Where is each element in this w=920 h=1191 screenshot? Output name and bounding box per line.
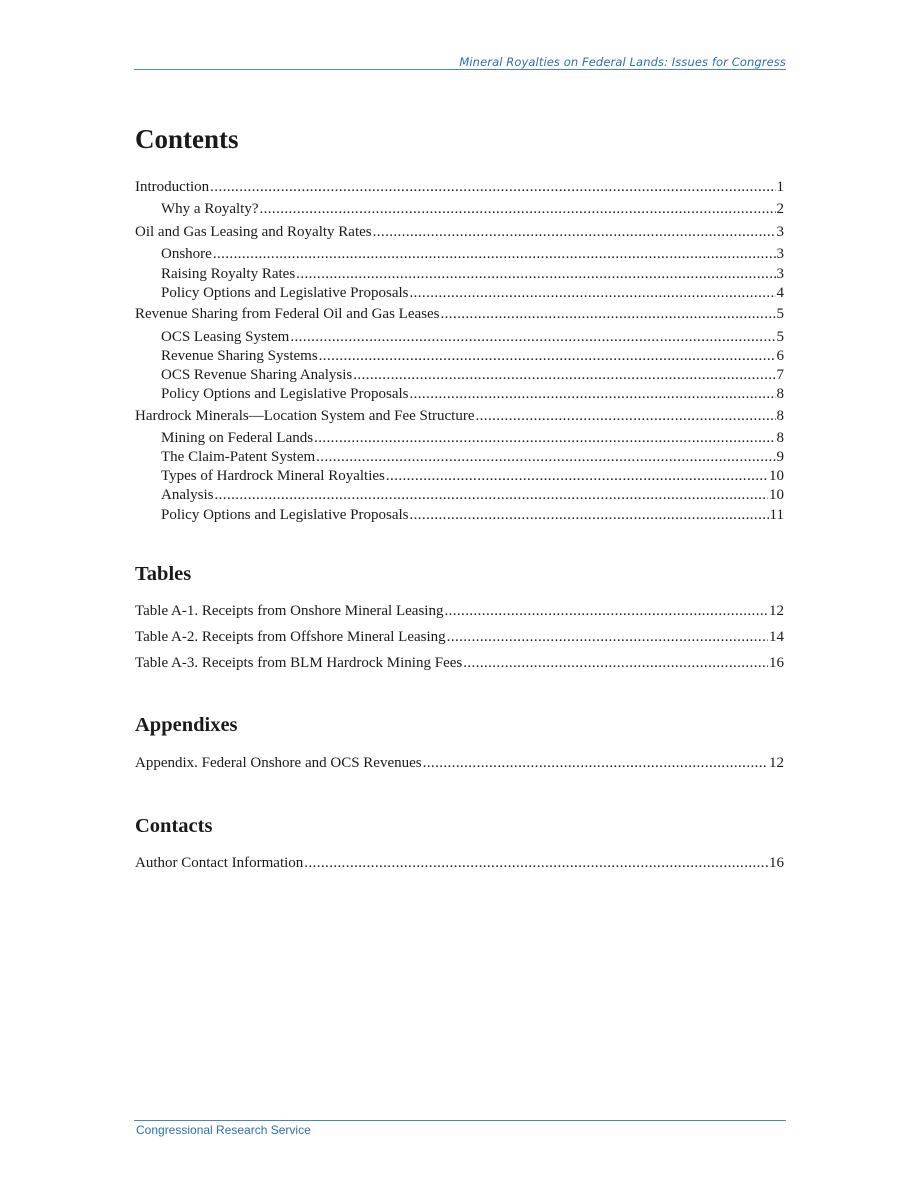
table-entry-page: 12 xyxy=(769,603,784,619)
leader-dots xyxy=(210,178,775,196)
toc-entry[interactable] xyxy=(161,506,784,524)
table-entry-page: 16 xyxy=(769,655,784,671)
leader-dots xyxy=(319,347,776,365)
toc-entry-page: 1 xyxy=(776,179,784,195)
leader-dots xyxy=(259,200,775,218)
toc-entry-page: 10 xyxy=(769,468,784,484)
leader-dots xyxy=(290,328,775,346)
toc-entry[interactable] xyxy=(161,245,784,263)
toc-entry-label: Raising Royalty Rates xyxy=(161,266,296,282)
toc-entry-page: 6 xyxy=(776,348,784,364)
table-entry-label: Table A-3. Receipts from BLM Hardrock Mining Fees xyxy=(135,655,463,671)
leader-dots xyxy=(423,754,768,772)
leader-dots xyxy=(463,654,768,672)
leader-dots xyxy=(409,506,768,524)
toc-entry-page: 8 xyxy=(776,408,784,424)
toc-entry[interactable] xyxy=(161,429,784,447)
toc-entry-label: Policy Options and Legislative Proposals xyxy=(161,386,409,402)
toc-entry-page: 3 xyxy=(776,246,784,262)
toc-entry-page: 5 xyxy=(776,306,784,322)
toc-entry[interactable] xyxy=(161,448,784,466)
contacts-heading: Contacts xyxy=(135,815,213,837)
toc-entry[interactable] xyxy=(161,366,784,384)
running-header-title: Mineral Royalties on Federal Lands: Issues for Congress xyxy=(459,55,786,69)
toc-entry[interactable] xyxy=(135,407,784,425)
footer-divider xyxy=(134,1120,786,1121)
leader-dots xyxy=(373,223,776,241)
toc-entry-page: 7 xyxy=(776,367,784,383)
toc-entry-label: Onshore xyxy=(161,246,212,262)
toc-entry-page: 8 xyxy=(776,386,784,402)
toc-entry-label: Analysis xyxy=(161,487,214,503)
table-entry-page: 14 xyxy=(769,629,784,645)
toc-entry[interactable] xyxy=(161,347,784,365)
contents-heading: Contents xyxy=(135,124,239,154)
toc-entry[interactable] xyxy=(135,305,784,323)
leader-dots xyxy=(215,486,769,504)
toc-entry-page: 4 xyxy=(776,285,784,301)
toc-entry-label: Policy Options and Legislative Proposals xyxy=(161,507,409,523)
toc-entry-page: 2 xyxy=(776,201,784,217)
leader-dots xyxy=(441,305,776,323)
toc-entry-label: The Claim-Patent System xyxy=(161,449,316,465)
toc-entry-label: Hardrock Minerals—Location System and Fee Structure xyxy=(135,408,475,424)
toc-entry-label: Oil and Gas Leasing and Royalty Rates xyxy=(135,224,372,240)
toc-entry-label: Policy Options and Legislative Proposals xyxy=(161,285,409,301)
leader-dots xyxy=(409,284,775,302)
table-list-entry[interactable] xyxy=(135,628,784,646)
contact-entry-page: 16 xyxy=(769,855,784,871)
appendix-entry-label: Appendix. Federal Onshore and OCS Revenues xyxy=(135,755,422,771)
leader-dots xyxy=(314,429,775,447)
toc-entry[interactable] xyxy=(161,284,784,302)
toc-entry-page: 8 xyxy=(776,430,784,446)
toc-entry-label: Revenue Sharing Systems xyxy=(161,348,318,364)
contact-list-entry[interactable] xyxy=(135,854,784,872)
toc-entry-label: Revenue Sharing from Federal Oil and Gas Leases xyxy=(135,306,440,322)
header-divider xyxy=(134,69,786,70)
toc-entry-page: 3 xyxy=(776,224,784,240)
footer-organization: Congressional Research Service xyxy=(136,1123,311,1137)
table-entry-label: Table A-2. Receipts from Offshore Mineral Leasing xyxy=(135,629,446,645)
table-entry-label: Table A-1. Receipts from Onshore Mineral Leasing xyxy=(135,603,444,619)
toc-entry[interactable] xyxy=(161,200,784,218)
toc-entry-label: OCS Revenue Sharing Analysis xyxy=(161,367,353,383)
table-list-entry[interactable] xyxy=(135,654,784,672)
contact-entry-label: Author Contact Information xyxy=(135,855,304,871)
leader-dots xyxy=(296,265,775,283)
leader-dots xyxy=(444,602,768,620)
toc-entry-page: 3 xyxy=(776,266,784,282)
toc-entry[interactable] xyxy=(161,385,784,403)
toc-entry-label: OCS Leasing System xyxy=(161,329,290,345)
toc-entry-page: 5 xyxy=(776,329,784,345)
leader-dots xyxy=(353,366,775,384)
leader-dots xyxy=(476,407,776,425)
appendix-list-entry[interactable] xyxy=(135,754,784,772)
toc-entry-page: 10 xyxy=(769,487,784,503)
table-list-entry[interactable] xyxy=(135,602,784,620)
toc-entry[interactable] xyxy=(161,328,784,346)
toc-entry-page: 11 xyxy=(769,507,784,523)
toc-entry[interactable] xyxy=(161,265,784,283)
leader-dots xyxy=(386,467,768,485)
leader-dots xyxy=(447,628,768,646)
toc-entry-label: Mining on Federal Lands xyxy=(161,430,314,446)
leader-dots xyxy=(213,245,776,263)
tables-heading: Tables xyxy=(135,563,192,585)
appendix-entry-page: 12 xyxy=(769,755,784,771)
toc-entry[interactable] xyxy=(161,467,784,485)
leader-dots xyxy=(304,854,768,872)
toc-entry[interactable] xyxy=(135,178,784,196)
toc-entry[interactable] xyxy=(135,223,784,241)
toc-entry-label: Introduction xyxy=(135,179,210,195)
leader-dots xyxy=(409,385,775,403)
appendixes-heading: Appendixes xyxy=(135,714,238,736)
toc-entry-label: Types of Hardrock Mineral Royalties xyxy=(161,468,385,484)
toc-entry[interactable] xyxy=(161,486,784,504)
toc-entry-page: 9 xyxy=(776,449,784,465)
toc-entry-label: Why a Royalty? xyxy=(161,201,259,217)
leader-dots xyxy=(316,448,775,466)
